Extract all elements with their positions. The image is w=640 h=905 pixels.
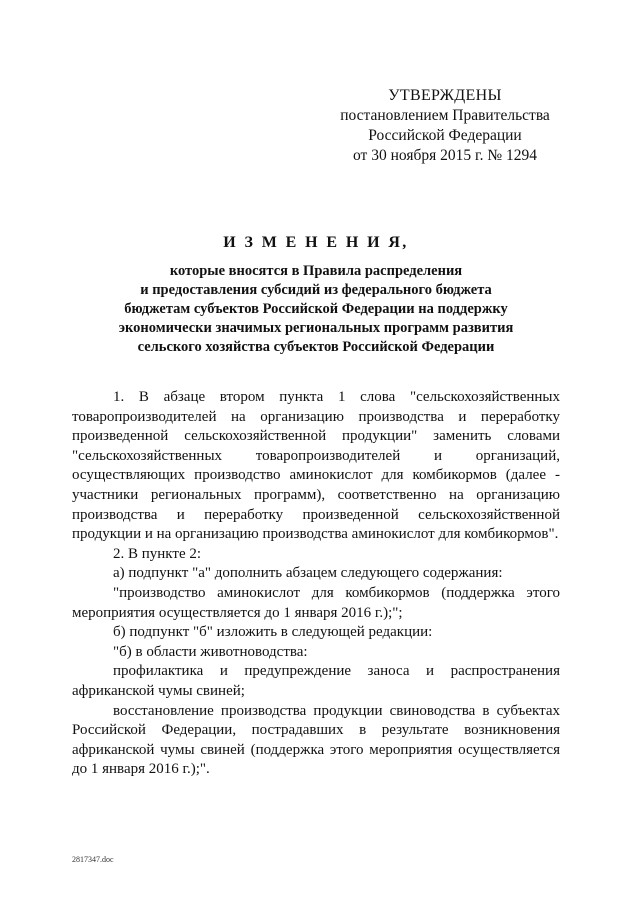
paragraph-quote-aminoacids: "производство аминокислот для комбикормов (поддержка этого мероприятия осуществляется до 1 января 2016 г.);"; [72,584,560,621]
subtitle-line: сельского хозяйства субъектов Российской Федерации [137,339,495,355]
approval-line-date: от 30 ноября 2015 г. № 1294 [353,147,537,164]
subtitle-line: экономически значимых региональных программ развития [118,320,514,336]
approval-line-decree: постановлением Правительства [340,107,550,124]
approval-line-country: Российской Федерации [368,127,522,144]
paragraph-quote-livestock: "б) в области животноводства: [113,643,308,660]
subtitle-line: и предоставления субсидий из федерального бюджета [140,282,492,298]
paragraph-item-1: 1. В абзаце втором пункта 1 слова "сельскохозяйственных товаропроизводителей на организацию производства и переработку произведенной сельскохозяйственной продукции" заменить словами "сельскохозяйственных товаропроизводителей и организаций, осуществляющих производство аминокислот для комбикормов (далее - участники региональных программ), соответственно на организацию производства и переработку произведенной сельскохозяйственной продукции и на организацию производства аминокислот для комбикормов". [72,389,560,543]
paragraph-item-2: 2. В пункте 2: [113,545,202,562]
document-body [72,388,560,780]
subtitle-line: которые вносятся в Правила распределения [169,263,463,279]
approval-block [330,86,560,166]
document-subtitle [72,262,560,357]
document-title: И З М Е Н Е Н И Я, [223,234,409,251]
paragraph-prevention: профилактика и предупреждение заноса и распространения африканской чумы свиней; [72,663,560,699]
paragraph-restoration: восстановление производства продукции свиноводства в субъектах Российской Федерации, пострадавших в результате возникновения африканской чумы свиней (поддержка этого мероприятия осуществляется до 1 января 2016 г.);". [72,702,560,778]
paragraph-subitem-b: б) подпункт "б" изложить в следующей редакции: [113,624,433,641]
approval-title: УТВЕРЖДЕНЫ [388,87,502,104]
footer-doc-id: 2817347.doc [72,855,114,864]
subtitle-line: бюджетам субъектов Российской Федерации на поддержку [124,301,508,317]
paragraph-subitem-a: а) подпункт "а" дополнить абзацем следующего содержания: [113,565,503,582]
